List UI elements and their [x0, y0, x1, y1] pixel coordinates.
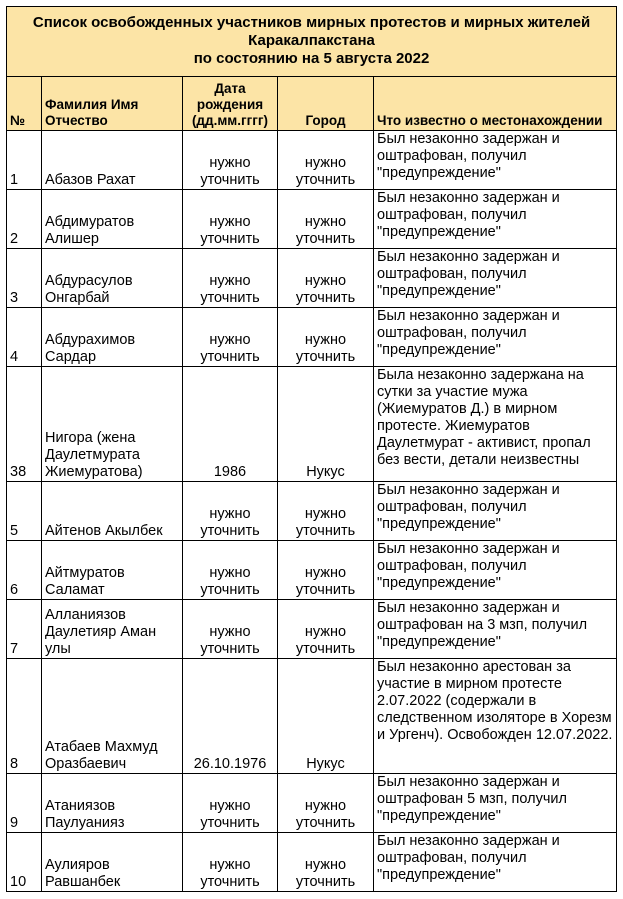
table-row — [7, 541, 617, 600]
header-birth: Дата рождения (дд.мм.гггг) — [183, 77, 278, 131]
cell-info: Был незаконно задержан и оштрафован, получил "предупреждение" — [374, 482, 617, 541]
cell-num: 6 — [7, 541, 42, 600]
cell-info: Был незаконно арестован за участие в мирном протесте 2.07.2022 (содержали в следственном изоляторе в Хорезм и Ургенч). Освобожден 12.07.2022. — [374, 659, 617, 774]
table-row — [7, 308, 617, 367]
cell-city: нужно уточнить — [278, 600, 374, 659]
cell-num: 10 — [7, 833, 42, 892]
cell-birth: нужно уточнить — [183, 482, 278, 541]
table-row — [7, 190, 617, 249]
cell-num: 7 — [7, 600, 42, 659]
header-name: Фамилия Имя Отчество — [42, 77, 183, 131]
cell-city: Нукус — [278, 367, 374, 482]
cell-num: 9 — [7, 774, 42, 833]
cell-num: 1 — [7, 131, 42, 190]
header-num: № — [7, 77, 42, 131]
cell-num: 8 — [7, 659, 42, 774]
cell-city: нужно уточнить — [278, 190, 374, 249]
cell-birth: нужно уточнить — [183, 308, 278, 367]
cell-birth: нужно уточнить — [183, 600, 278, 659]
cell-birth: нужно уточнить — [183, 774, 278, 833]
cell-num: 3 — [7, 249, 42, 308]
cell-num: 4 — [7, 308, 42, 367]
cell-name: Алланиязов Даулетияр Аман улы — [42, 600, 183, 659]
table-row — [7, 600, 617, 659]
cell-name: Нигора (жена Даулетмурата Жиемуратова) — [42, 367, 183, 482]
title-line-2: Каракалпакстана — [248, 32, 375, 49]
cell-name: Абазов Рахат — [42, 131, 183, 190]
released-list-table — [6, 6, 617, 892]
cell-info: Был незаконно задержан и оштрафован на 3 мзп, получил "предупреждение" — [374, 600, 617, 659]
cell-num: 5 — [7, 482, 42, 541]
cell-name: Атаниязов Паулуанияз — [42, 774, 183, 833]
cell-info: Был незаконно задержан и оштрафован, получил "предупреждение" — [374, 833, 617, 892]
cell-name: Аулияров Равшанбек — [42, 833, 183, 892]
cell-city: нужно уточнить — [278, 774, 374, 833]
cell-city: нужно уточнить — [278, 541, 374, 600]
cell-num: 2 — [7, 190, 42, 249]
cell-name: Абдурахимов Сардар — [42, 308, 183, 367]
cell-name: Айтмуратов Саламат — [42, 541, 183, 600]
cell-city: нужно уточнить — [278, 482, 374, 541]
cell-info: Был незаконно задержан и оштрафован, получил "предупреждение" — [374, 190, 617, 249]
header-info: Что известно о местонахождении — [374, 77, 617, 131]
cell-name: Абдурасулов Онгарбай — [42, 249, 183, 308]
title-line-1: Список освобожденных участников мирных протестов и мирных жителей — [32, 14, 591, 31]
cell-city: нужно уточнить — [278, 249, 374, 308]
cell-birth: нужно уточнить — [183, 190, 278, 249]
table-row — [7, 659, 617, 774]
cell-name: Айтенов Акылбек — [42, 482, 183, 541]
cell-info: Был незаконно задержан и оштрафован, получил "предупреждение" — [374, 308, 617, 367]
cell-info: Был незаконно задержан и оштрафован, получил "предупреждение" — [374, 131, 617, 190]
cell-birth: 26.10.1976 — [183, 659, 278, 774]
cell-num: 38 — [7, 367, 42, 482]
cell-city: нужно уточнить — [278, 308, 374, 367]
cell-name: Абдимуратов Алишер — [42, 190, 183, 249]
cell-birth: нужно уточнить — [183, 249, 278, 308]
table-row — [7, 482, 617, 541]
cell-name: Атабаев Махмуд Оразбаевич — [42, 659, 183, 774]
table-title — [7, 7, 617, 77]
cell-birth: нужно уточнить — [183, 833, 278, 892]
table-row — [7, 774, 617, 833]
cell-birth: нужно уточнить — [183, 541, 278, 600]
spreadsheet — [6, 6, 616, 892]
cell-birth: нужно уточнить — [183, 131, 278, 190]
table-row — [7, 131, 617, 190]
cell-birth: 1986 — [183, 367, 278, 482]
cell-info: Был незаконно задержан и оштрафован, получил "предупреждение" — [374, 249, 617, 308]
cell-info: Был незаконно задержан и оштрафован 5 мзп, получил "предупреждение" — [374, 774, 617, 833]
cell-city: нужно уточнить — [278, 131, 374, 190]
table-row — [7, 833, 617, 892]
cell-city: Нукус — [278, 659, 374, 774]
table-row — [7, 367, 617, 482]
header-city: Город — [278, 77, 374, 131]
cell-city: нужно уточнить — [278, 833, 374, 892]
table-row — [7, 249, 617, 308]
cell-info: Была незаконно задержана на сутки за участие мужа (Жиемуратов Д.) в мирном протесте. Жиемуратов Даулетмурат - активист, пропал без вести, детали неизвестны — [374, 367, 617, 482]
cell-info: Был незаконно задержан и оштрафован, получил "предупреждение" — [374, 541, 617, 600]
title-line-3: по состоянию на 5 августа 2022 — [193, 50, 430, 67]
